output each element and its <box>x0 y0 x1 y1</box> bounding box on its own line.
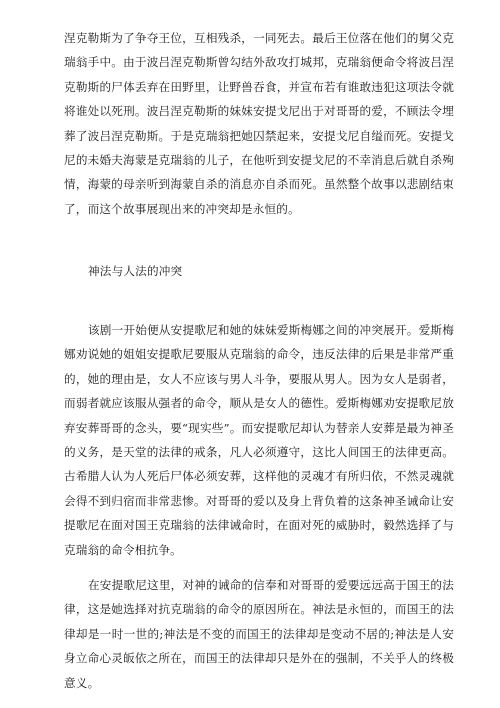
section-heading: 神法与人法的冲突 <box>88 264 183 278</box>
paragraph-1: 涅克勒斯为了争夺王位，互相残杀，一同死去。最后王位落在他们的舅父克瑞翁手中。由于波吕涅克勒斯曾勾结外敌攻打城邦，克瑞翁便命令将波吕涅克勒斯的尸体丢弃在田野里，让野兽吞食，并宣布若有谁敢违犯这项法令就将谁处以死刑。波吕涅克勒斯的妹妹安提戈尼出于对哥哥的爱，不顾法令埋葬了波吕涅克勒斯。于是克瑞翁把她囚禁起来，安提戈尼自缢而死。安提戈尼的未婚夫海蒙是克瑞翁的儿子，在他听到安提戈尼的不幸消息后就自杀殉情，海蒙的母亲听到海蒙自杀的消息亦自杀而死。虽然整个故事以悲剧结束了，而这个故事展现出来的冲突却是永恒的。 <box>64 31 454 216</box>
paragraph-2: 该剧一开始便从安提歌尼和她的妹妹爱斯梅娜之间的冲突展开。爱斯梅娜劝说她的姐姐安提歌尼要服从克瑞翁的命令，违反法律的后果是非常严重的，她的理由是，女人不应该与男人斗争，要服从男人。因为女人是弱者，而弱者就应该服从强者的命令，顺从是女人的德性。爱斯梅娜劝安提歌尼放弃安葬哥哥的念头，要“现实些”。而安提歌尼却认为替亲人安葬是最为神圣的义务，是天堂的法律的戒条，凡人必须遵守，这比人间国王的法律更高。古希腊人认为人死后尸体必须安葬，这样他的灵魂才有所归依，不然灵魂就会得不到归宿而非常悲惨。对哥哥的爱以及身上背负着的这条神圣诫命让安提歌尼在面对国王克瑞翁的法律诫命时，在面对死的威胁时，毅然选择了与克瑞翁的命令相抗争。 <box>64 323 454 557</box>
paragraph-3: 在安提歌尼这里，对神的诫命的信奉和对哥哥的爱要远远高于国王的法律，这是她选择对抗克瑞翁的命令的原因所在。神法是永恒的，而国王的法律却是一时一世的;神法是不变的而国王的法律却是变动不居的;神法是人安身立命心灵皈依之所在，而国王的法律却只是外在的强制，不关乎人的终极意义。 <box>64 578 454 690</box>
